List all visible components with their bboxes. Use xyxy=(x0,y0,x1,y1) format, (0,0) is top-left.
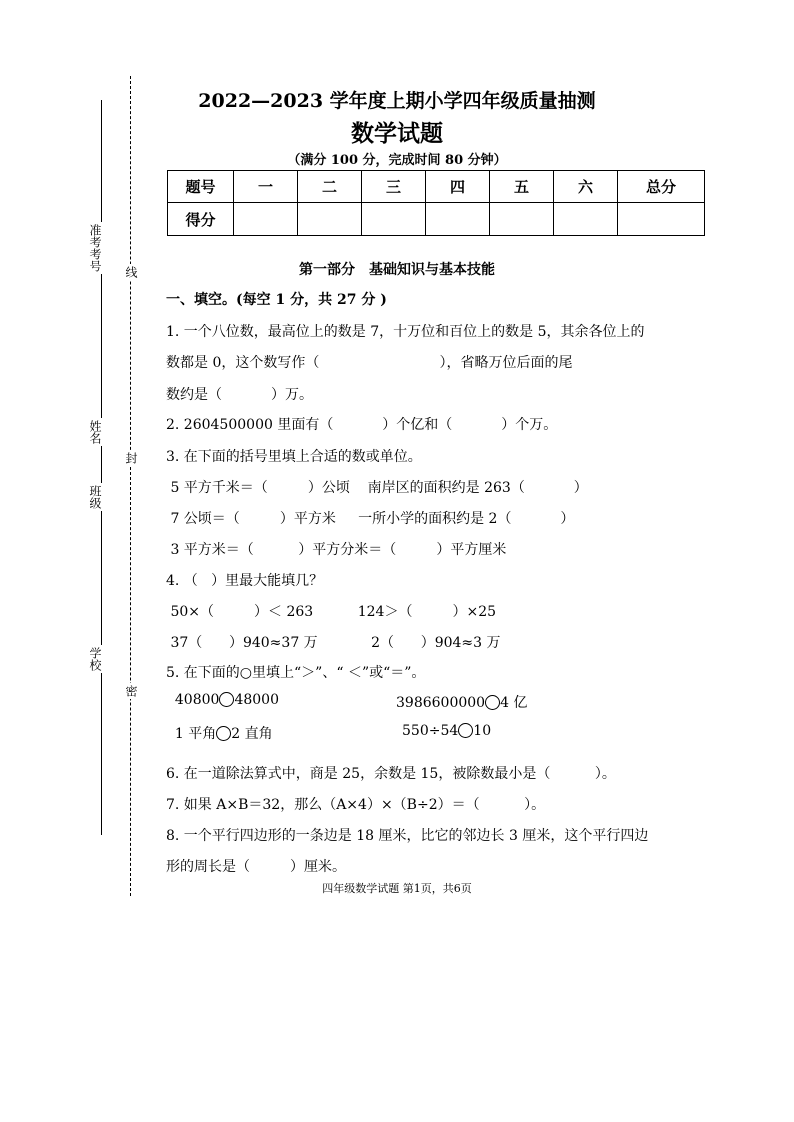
name-label: 姓名 xyxy=(88,420,102,444)
q5b-left: 3986600000 xyxy=(396,695,486,711)
compare-circle-icon[interactable] xyxy=(216,726,231,741)
score-input-cell[interactable] xyxy=(554,203,618,236)
score-header-cell: 四 xyxy=(426,171,490,203)
score-header-cell: 总分 xyxy=(618,171,705,203)
binding-solid-line xyxy=(101,100,102,835)
page-footer: 四年级数学试题 第1页，共6页 xyxy=(322,882,472,895)
exam-subject: 数学试题 xyxy=(351,120,443,147)
section-heading: 一、填空。(每空 1 分，共 27 分 ) xyxy=(166,292,387,308)
seal-mark-feng: 封 xyxy=(124,452,138,464)
compare-circle-icon[interactable] xyxy=(219,692,234,707)
score-table xyxy=(167,170,705,236)
question-7: 7. 如果 A×B＝32，那么（A×4）×（B÷2）＝（ ）。 xyxy=(166,797,546,813)
question-5-item-d xyxy=(402,723,491,739)
seal-mark-mi: 密 xyxy=(124,685,138,697)
question-1-line-3: 数约是（ ）万。 xyxy=(166,387,313,403)
question-8-line-2: 形的周长是（ ）厘米。 xyxy=(166,859,347,875)
question-5-item-b xyxy=(396,692,527,712)
question-5-item-a xyxy=(166,692,279,708)
question-4-line-3: 37（ ）940≈37 万 2（ ）904≈3 万 xyxy=(166,635,501,651)
question-3-line-2: 5 平方千米＝（ ）公顷 南岸区的面积约是 263（ ） xyxy=(166,480,588,496)
q5c-right: 2 直角 xyxy=(231,726,273,742)
q5a-right: 48000 xyxy=(234,692,279,708)
score-header-cell: 题号 xyxy=(168,171,234,203)
score-input-cell[interactable] xyxy=(490,203,554,236)
score-header-cell: 五 xyxy=(490,171,554,203)
question-1-line-2: 数都是 0，这个数写作（ ），省略万位后面的尾 xyxy=(166,355,573,371)
score-input-cell[interactable] xyxy=(618,203,705,236)
class-label: 班级 xyxy=(88,485,102,509)
seal-mark-xian: 线 xyxy=(124,266,138,278)
q5b-right: 4 亿 xyxy=(500,695,528,711)
compare-circle-icon[interactable] xyxy=(458,723,473,738)
score-input-cell[interactable] xyxy=(426,203,490,236)
exam-note: （满分 100 分，完成时间 80 分钟） xyxy=(287,153,507,168)
q5d-right: 10 xyxy=(473,723,492,739)
question-4-line-1: 4. （ ）里最大能填几？ xyxy=(166,573,324,589)
score-header-cell: 六 xyxy=(554,171,618,203)
score-row-label: 得分 xyxy=(168,203,234,236)
question-1-line-1: 1. 一个八位数，最高位上的数是 7，十万位和百位上的数是 5，其余各位上的 xyxy=(166,324,645,340)
score-header-cell: 三 xyxy=(362,171,426,203)
exam-number-label: 准考考号 xyxy=(88,224,102,272)
compare-circle-icon[interactable] xyxy=(485,695,500,710)
question-3-line-1: 3. 在下面的括号里填上合适的数或单位。 xyxy=(166,449,422,465)
question-8-line-1: 8. 一个平行四边形的一条边是 18 厘米，比它的邻边长 3 厘米，这个平行四边 xyxy=(166,828,649,844)
binding-dashed-line xyxy=(130,76,131,896)
question-5-line-1: 5. 在下面的○里填上“＞”、“ ＜”或“＝”。 xyxy=(166,665,426,681)
score-input-cell[interactable] xyxy=(298,203,362,236)
question-6: 6. 在一道除法算式中，商是 25，余数是 15，被除数最小是（ ）。 xyxy=(166,766,616,782)
score-input-cell[interactable] xyxy=(362,203,426,236)
part-heading: 第一部分 基础知识与基本技能 xyxy=(299,262,495,278)
score-input-cell[interactable] xyxy=(234,203,298,236)
question-3-line-4: 3 平方米＝（ ）平方分米＝（ ）平方厘米 xyxy=(166,542,507,558)
score-header-cell: 二 xyxy=(298,171,362,203)
question-3-line-3: 7 公顷＝（ ）平方米 一所小学的面积约是 2（ ） xyxy=(166,511,575,527)
score-header-cell: 一 xyxy=(234,171,298,203)
q5d-left: 550÷54 xyxy=(402,723,459,739)
question-5-item-c xyxy=(166,723,273,743)
school-label: 学校 xyxy=(88,647,102,671)
question-4-line-2: 50×（ ）＜ 263 124＞（ ）×25 xyxy=(166,604,497,620)
exam-title: 2022—2023 学年度上期小学四年级质量抽测 xyxy=(198,90,596,112)
q5a-left: 40800 xyxy=(166,692,220,708)
question-2: 2. 2604500000 里面有（ ）个亿和（ ）个万。 xyxy=(166,417,558,433)
q5c-left: 1 平角 xyxy=(166,726,217,742)
